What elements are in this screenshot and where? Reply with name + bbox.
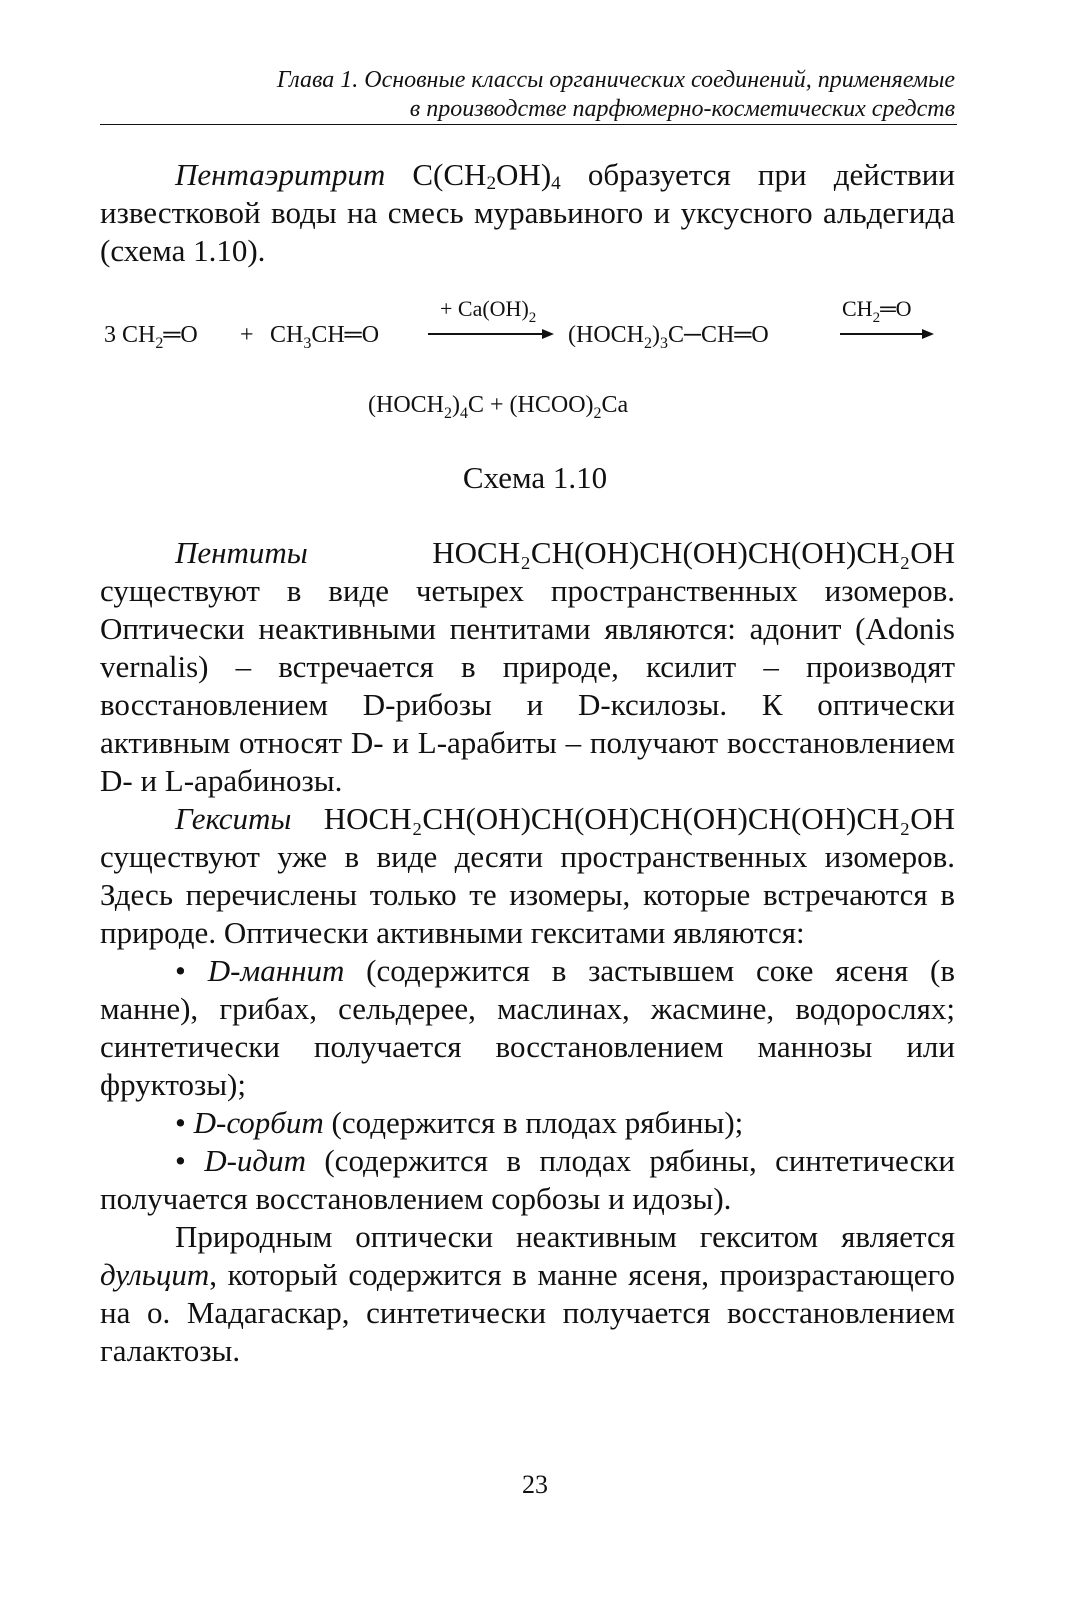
page-number: 23: [522, 1470, 548, 1499]
header-divider: [100, 124, 957, 125]
intro-text: образуется при действии известковой воды на смесь муравьиного и уксусного альдегида (схема 1.10).: [100, 157, 955, 268]
intro-paragraph: [100, 156, 955, 270]
product-intermediate: $(HOCH_2)_3C─CH═O$: [568, 322, 769, 352]
reaction-arrow-2: [840, 329, 934, 339]
sorbitol-text: (содержится в плодах рябины);: [323, 1105, 744, 1140]
reactant-formaldehyde: 3 $CH_2═O$: [104, 322, 198, 352]
main-section: [100, 534, 955, 1370]
pentaerythritol-formula: $C(CH_2OH)_4$: [412, 157, 561, 195]
final-products: $(HOCH_2)_4C$ + $(HCOO)_2Ca$: [368, 392, 629, 422]
hexitols-formula: HOCH₂CH(OH)CH(OH)CH(OH)CH(OH)CH₂OH: [323, 801, 955, 836]
arrow2-label: $CH_2═O$: [842, 296, 912, 326]
list-item: • D-идит (содержится в плодах рябины, синтетически получается восстановлением сорбозы и идозы).: [100, 1143, 955, 1216]
list-item: • D-сорбит (содержится в плодах рябины);: [175, 1105, 744, 1140]
reaction-arrow-1: [428, 329, 554, 339]
pentitols-formula: HOCH₂CH(OH)CH(OH)CH(OH)CH₂OH: [432, 535, 955, 570]
iditol-term: D-идит: [204, 1143, 306, 1178]
scheme-caption: Схема 1.10: [462, 460, 608, 495]
mannitol-text: (содержится в застывшем соке ясеня (в манне), грибах, сельдерее, маслинах, жасмине, водорослях; синтетически получается восстановлением маннозы или фруктозы);: [100, 953, 955, 1102]
arrow1-label: + $Ca(OH)_2$: [440, 296, 537, 326]
hexitols-term: Гекситы: [175, 801, 292, 836]
plus-sign: +: [240, 322, 254, 348]
pentaerythritol-term: Пентаэритрит: [175, 157, 386, 192]
pentitols-paragraph: [100, 534, 955, 800]
pentitols-text: существуют в виде четырех пространственных изомеров. Оптически неактивными пентитами являются: адонит (Adonis vernalis) – встречается в природе, ксилит – производят восстановлением D-рибозы и D-ксилозы. К оптически активным относят D- и L-арабиты – получают восстановлением D- и L-арабинозы.: [100, 573, 955, 798]
iditol-text: (содержится в плодах рябины, синтетически получается восстановлением сорбозы и идозы).: [100, 1143, 955, 1216]
header-line-2: в производстве парфюмерно-косметических средств: [409, 96, 955, 122]
sorbitol-term: D-сорбит: [193, 1105, 324, 1140]
dulcitol-term: дульцит: [100, 1257, 210, 1292]
hexitols-text: существуют уже в виде десяти пространственных изомеров. Здесь перечислены только те изомеры, которые встречаются в природе. Оптически активными гекситами являются:: [100, 839, 955, 950]
dulcitol-paragraph: Природным оптически неактивным гекситом является дульцит, который содержится в манне ясеня, произрастающего на о. Мадагаскар, синтетически получается восстановлением галактозы.: [100, 1219, 955, 1368]
reactant-acetaldehyde: $CH_3CH═O$: [270, 322, 380, 352]
mannitol-term: D-маннит: [207, 953, 345, 988]
header-line-1: Глава 1. Основные классы органических соединений, применяемые: [276, 67, 955, 93]
pentitols-term: Пентиты: [175, 535, 308, 570]
intro-section: [100, 156, 955, 270]
hexitols-paragraph: [100, 800, 955, 952]
list-item: • D-маннит (содержится в застывшем соке ясеня (в манне), грибах, сельдерее, маслинах, жасмине, водорослях; синтетически получается восстановлением маннозы или фруктозы);: [100, 953, 955, 1102]
running-header: [100, 66, 955, 124]
